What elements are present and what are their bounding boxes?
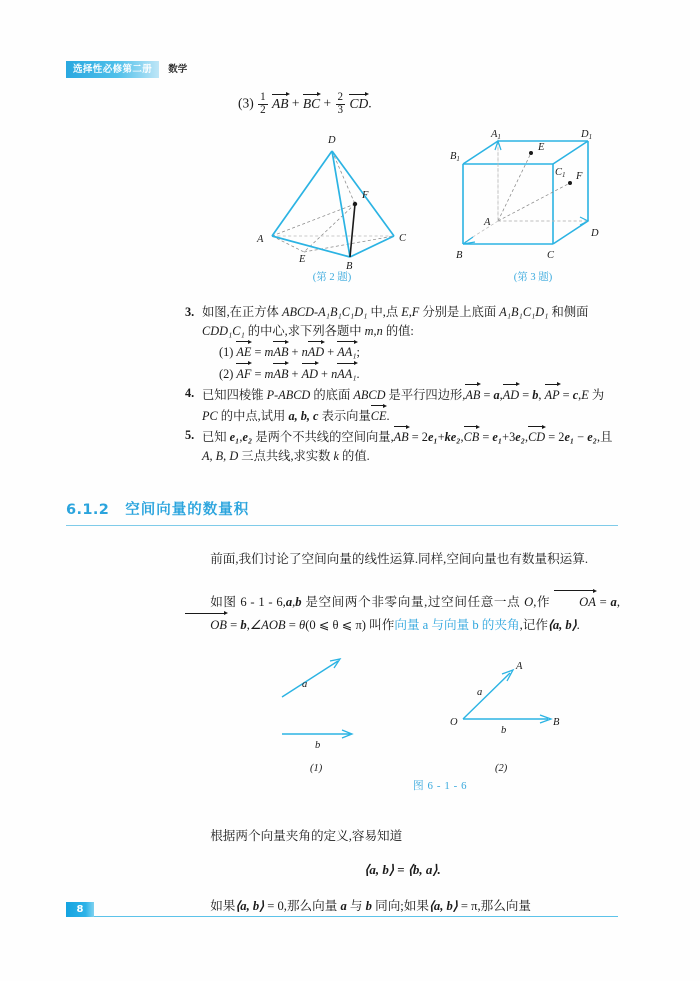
coef-m: m [264,345,274,360]
text: , [460,430,464,445]
text: , [246,617,250,632]
label-B1: B1 [450,151,460,163]
dash: - [274,387,279,402]
page-number: 8 [66,902,94,917]
label-D: D [591,228,599,239]
figure-6-1-6-svg [270,655,610,775]
math-side-face: CDD₁C₁ [202,324,245,339]
vector-cd: CD [349,95,369,111]
plus: + [291,366,299,381]
math-e1: e₁ [492,430,503,445]
sublabel-1: (1) [310,763,323,774]
plus: + [437,430,445,445]
equals: = [545,430,556,445]
math-theta: θ [299,617,306,632]
label-C: C [399,233,407,244]
text: 是两个不共线的空间向量, [252,430,394,445]
sub-label: (2) [219,366,234,381]
text: 作 [536,595,554,609]
text: 如图,在正方体 [202,305,282,319]
text: 的中心,求下列各题中 [244,324,365,339]
bold-a: a [340,899,347,913]
text: = 0,那么向量 [264,899,341,913]
plus: +3 [502,430,516,445]
exercise-number: 5. [185,428,195,443]
equals: = [519,387,533,402]
figure-cube [443,126,623,266]
vector-ae: AE [236,341,251,362]
vector-ad: AD [308,341,324,362]
tetrahedron-svg [252,126,412,272]
running-header-subject: 数学 [168,64,188,75]
math-e: E [401,305,409,319]
formula-period: . [368,95,372,111]
vector-aa1: AA₁ [337,341,356,362]
plus: + [291,345,299,360]
point-label-O: O [450,717,458,728]
label-A: A [484,217,491,228]
text: 同向;如果 [371,899,429,913]
text: 为 [588,387,605,402]
label-F: F [362,190,369,201]
text: 分别是上底面 [419,305,500,319]
text: , [538,387,542,402]
vector-ad: AD [302,363,318,384]
equals: = [479,430,493,445]
vector-cd: CD [528,426,545,447]
math-e2: e₂ [587,430,598,445]
text: 叫作 [366,617,395,632]
vector-bc: BC [302,95,321,111]
fraction-denominator: 3 [337,103,344,116]
text: 和 [548,305,564,319]
equals: = [226,617,241,632]
text: 表示向量 [318,409,371,424]
section-title: 空间向量的数量积 [125,502,250,518]
text: , [525,430,529,445]
highlight-definition: 向量 a 与向量 b 的夹角 [394,617,520,632]
vector-ap: AP [545,384,560,405]
text: ,记作 [519,617,548,632]
text: . [386,409,390,424]
label-E: E [299,254,306,265]
equals: = [254,366,262,381]
vector-label-b-1: b [315,740,321,751]
label-B: B [456,250,463,261]
math-abcd: ABCD [278,387,311,402]
vector-oa: OA [554,590,596,613]
running-header-badge: 选择性必修第二册 [66,61,159,78]
vector-af: AF [236,363,251,384]
formula-item-3 [238,92,372,116]
math-f: F [411,305,420,319]
vector-aa1: AA₁ [337,363,356,384]
label-D1: D1 [581,129,593,141]
exercise-list [185,303,617,467]
text: 与 [346,899,366,913]
figure-caption-3: (第 3 题) [513,272,553,283]
text: , [373,324,377,339]
bold-c: c [572,387,579,402]
footer-divider [94,916,618,917]
math-p: P [266,387,275,402]
figure-6-1-6 [270,655,610,790]
equals: = 2 [408,430,428,445]
point-label-A: A [516,661,523,672]
math-e: E [581,387,589,402]
operator-plus-1: + [291,95,300,111]
text: 的底面 [310,387,354,402]
bold-a: a [610,595,617,609]
vector-label-a-2: a [477,687,483,698]
exercise-number: 3. [185,305,195,319]
math-angle-aob: ∠AOB [249,617,286,632]
text: 三点共线,求实数 [238,449,334,464]
section-divider [66,525,618,526]
bold-b: b [365,899,372,913]
math-angle-bracket-ab: ⟨a, b⟩ [428,899,458,913]
label-C1: C1 [555,167,566,179]
text: 2 [558,430,565,445]
math-e1: e₁ [229,430,240,445]
math-k: k [333,449,339,464]
label-C: C [547,250,555,261]
plus: + [321,366,328,381]
text: 中,点 [367,305,402,319]
section-heading-line [66,498,618,519]
vector-ob: OB [185,613,227,636]
fraction-two-thirds [336,92,346,116]
bold-b: b [295,595,302,609]
text: , [616,595,620,609]
label-A: A [257,234,264,245]
text: , [408,305,412,319]
exercise-item-3 [185,303,617,384]
bold-b: b [240,617,247,632]
vector-ce: CE [371,405,387,426]
text: = π,那么向量 [457,899,531,913]
section-number: 6.1.2 [66,502,110,518]
text: , [292,595,296,609]
exercise-number: 4. [185,385,195,400]
text: 的值: [382,324,414,339]
running-header [66,61,187,78]
operator-plus-2: + [323,95,332,111]
equals: = [595,595,611,609]
math-e2: e₂ [515,430,526,445]
text: 侧面 [563,305,589,319]
exercise-item-5 [185,426,617,466]
equals: = [480,387,494,402]
vector-ab: AB [272,95,289,111]
vector-label-b-2: b [501,725,507,736]
vector-label-a-1: a [302,679,308,690]
fraction-numerator: 2 [337,91,344,103]
fraction-denominator: 2 [260,103,266,116]
exercise-3-sub-2 [202,363,617,384]
bold-abc: a, b, c [288,409,319,424]
math-pc: PC [202,409,218,424]
math-abcd: ABCD [353,387,386,402]
math-a1b1c1d1: A₁B₁C₁D₁ [318,305,368,319]
text: 的中点,试用 [217,409,289,424]
math-angle-bracket-ab: ⟨a, b⟩ [235,899,265,913]
text: , [239,430,243,445]
vector-ab: AB [465,384,480,405]
dash: - [314,305,319,319]
page-footer [66,902,618,920]
point-label-B: B [553,717,560,728]
math-range: (0 ⩽ θ ⩽ π) [305,617,366,632]
paragraph-1: 前面,我们讨论了空间向量的线性运算.同样,空间向量也有数量积运算. [210,552,588,566]
figure-6-1-6-caption: 图 6 - 1 - 6 [412,780,468,792]
text: 已知四棱锥 [202,387,267,402]
tail: . [356,366,360,381]
math-points: A, B, D [202,449,239,464]
math-top-face: A₁B₁C₁D₁ [499,305,549,319]
equals: = [254,345,262,360]
text: , [499,387,503,402]
text: 是平行四边形, [385,387,466,402]
paragraph-2 [185,590,620,635]
coef-n: n [301,345,308,360]
bold-a: a [493,387,500,402]
vector-ab: AB [273,341,288,362]
formula-label: (3) [238,95,254,111]
text: , [578,387,582,402]
display-equation [185,862,620,878]
exercise-item-4 [185,384,617,426]
math-e1: e₁ [427,430,438,445]
math-abcd: ABCD [281,305,315,319]
exercise-3-sub-1 [202,341,617,362]
equals: = [285,617,300,632]
label-A1: A1 [491,129,501,141]
math-m: m [364,324,374,339]
figure-caption-2: (第 2 题) [312,272,352,283]
text: 如图 6 - 1 - 6, [210,595,286,609]
sub-label: (1) [219,345,234,360]
coef-m: m [264,366,274,381]
exercise-5-body [202,426,617,466]
label-B: B [346,261,353,272]
sublabel-2: (2) [495,763,508,774]
fraction-one-half [258,92,268,116]
fraction-numerator: 1 [260,91,266,103]
figures-row [0,126,700,291]
text: 的值. [338,449,370,464]
exercise-4-body [202,384,617,426]
math-e2: e₂ [242,430,253,445]
label-F: F [576,171,583,182]
text: 如果 [210,899,236,913]
equals: = [559,387,573,402]
cube-svg [443,126,623,266]
bold-a: a [285,595,293,609]
section-heading [66,498,618,526]
math-o: O [524,595,534,609]
math-ke2: ke₂ [444,430,461,445]
label-E: E [538,142,545,153]
math-n: n [376,324,383,339]
coef-n: n [331,366,338,381]
vector-ab: AB [273,363,288,384]
vector-cb: CB [464,426,480,447]
text: 已知 [202,430,230,445]
plus: + [327,345,335,360]
minus: − [574,430,588,445]
text: 是空间两个非零向量,过空间任意一点 [301,595,525,609]
paragraph-3: 根据两个向量夹角的定义,容易知道 [210,829,403,843]
equation-text: ⟨a, b⟩ = ⟨b, a⟩. [364,862,441,877]
math-e1: e₁ [564,430,575,445]
text: ,且 [597,430,613,445]
math-angle-bracket-ab: ⟨a, b⟩ [547,617,577,632]
vector-ab: AB [394,426,409,447]
vector-ad: AD [503,384,519,405]
exercise-3-body [202,303,617,341]
tail: ; [356,345,360,360]
label-D: D [328,135,336,146]
text: , [533,595,537,609]
figure-tetrahedron [252,126,412,272]
text: . [576,617,580,632]
bold-b: b [532,387,539,402]
